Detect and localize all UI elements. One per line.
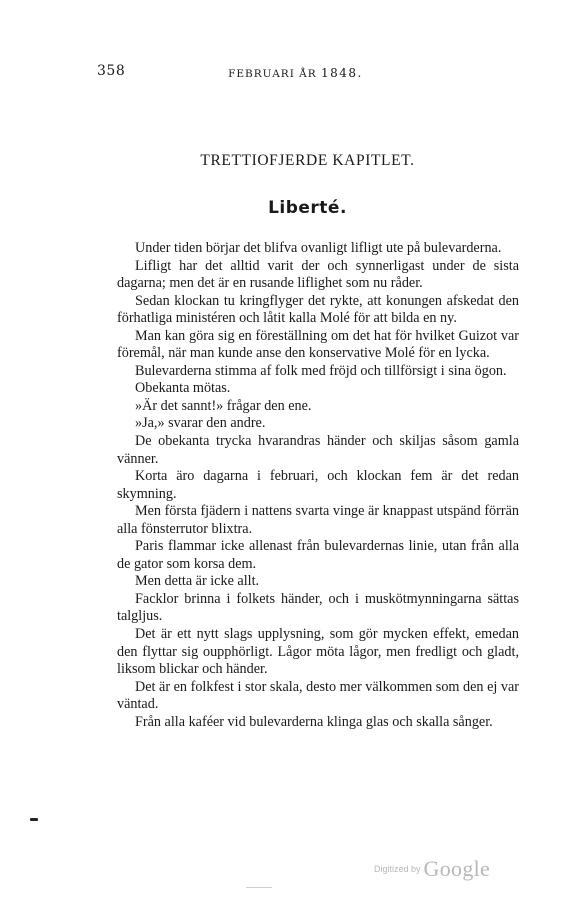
paragraph: Men detta är icke allt. [135, 573, 260, 590]
paragraph: »Ja,» svarar den andre. [135, 415, 266, 432]
section-title: Liberté. [268, 198, 347, 218]
paragraph: Man kan göra sig en föreställning om det hat för hvilket Guizot var föremål, när man kunde anse den konservative Molé för en lycka. [117, 327, 519, 362]
paragraph: Från alla kaféer vid bulevarderna klinga glas och skalla sånger. [135, 713, 493, 730]
paragraph: Det är en folkfest i stor skala, desto mer välkommen som den ej var väntad. [117, 678, 519, 713]
paragraph: Men första fjädern i nattens svarta vinge är knappast utspänd förrän alla fönsterrutor blixtra. [117, 503, 519, 537]
margin-mark [30, 818, 38, 821]
bottom-rule [246, 887, 272, 888]
google-watermark [374, 856, 490, 882]
paragraph: Paris flammar icke allenast från bulevardernas linie, utan från alla de gator som korsa dem. [117, 538, 519, 572]
paragraph: Under tiden börjar det blifva ovanligt lifligt ute på bulevarderna. [135, 240, 502, 256]
paragraph: Sedan klockan tu kringflyger det rykte, att konungen afskedat den förhatliga ministéren och låtit kalla Molé för att bilda en ny. [117, 292, 519, 327]
page-number: 358 [97, 63, 126, 79]
running-head-month: FEBRUARI ÅR [228, 68, 317, 80]
watermark-brand: Google [423, 856, 491, 881]
paragraph: »Är det sannt!» frågar den ene. [135, 397, 312, 414]
chapter-title: TRETTIOFJERDE KAPITLET. [200, 152, 415, 169]
paragraph: Obekanta mötas. [135, 380, 231, 397]
watermark-prefix: Digitized by [374, 864, 421, 874]
paragraph: Bulevarderna stimma af folk med fröjd och tillförsigt i sina ögon. [135, 362, 507, 379]
paragraph: Korta äro dagarna i februari, och klockan fem är det redan skymning. [117, 468, 519, 502]
paragraph: De obekanta trycka hvarandras händer och skiljas såsom gamla vänner. [117, 433, 519, 467]
paragraph: Facklor brinna i folkets händer, och i muskötmynningarna sättas talgljus. [117, 590, 519, 625]
paragraph: Lifligt har det alltid varit der och synnerligast under de sista dagarna; men det är en rusande liflighet som nu råder. [117, 257, 519, 292]
body-text [117, 240, 519, 731]
running-head-year: 1848. [321, 66, 363, 80]
paragraph: Det är ett nytt slags upplysning, som gör mycken effekt, emedan den flyttar sig oupphörligt. Lågor möta lågor, men fredligt och gladt, liksom blickar och händer. [117, 626, 519, 678]
running-head [0, 66, 571, 80]
